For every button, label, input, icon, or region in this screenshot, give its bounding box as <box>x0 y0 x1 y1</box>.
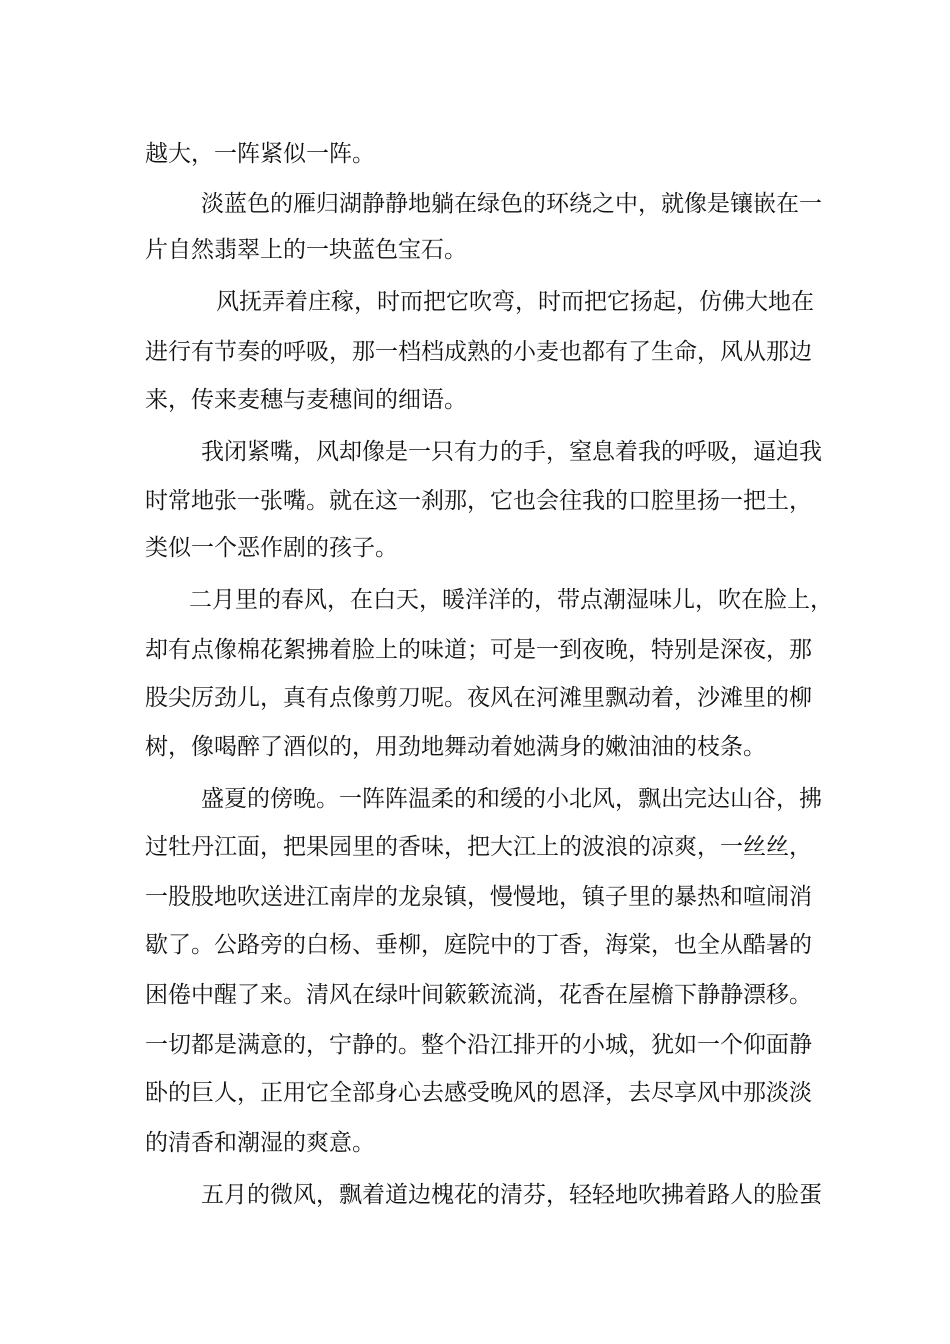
text-line: 我闭紧嘴，风却像是一只有力的手，窒息着我的呼吸，逼迫我 <box>201 439 822 465</box>
text-line: 过牡丹江面，把果园里的香味，把大江上的波浪的凉爽，一丝丝， <box>145 834 812 860</box>
text-line: 风抚弄着庄稼，时而把它吹弯，时而把它扬起，仿佛大地在 <box>216 289 814 315</box>
text-line: 越大，一阵紧似一阵。 <box>145 141 375 167</box>
text-line: 淡蓝色的雁归湖静静地躺在绿色的环绕之中，就像是镶嵌在一 <box>201 191 822 217</box>
text-line: 却有点像棉花絮拂着脸上的味道；可是一到夜晚，特别是深夜，那 <box>145 637 812 663</box>
text-line: 困倦中醒了来。清风在绿叶间簌簌流淌，花香在屋檐下静静漂移。 <box>145 982 812 1008</box>
text-line: 一切都是满意的，宁静的。整个沿江排开的小城，犹如一个仰面静 <box>145 1032 812 1058</box>
text-line: 来，传来麦穗与麦穗间的细语。 <box>145 387 467 413</box>
text-line: 二月里的春风，在白天，暖洋洋的，带点潮湿味儿，吹在脸上， <box>189 587 833 613</box>
text-line: 股尖厉劲儿，真有点像剪刀呢。夜风在河滩里飘动着，沙滩里的柳 <box>145 685 812 711</box>
text-line: 五月的微风，飘着道边槐花的清芬，轻轻地吹拂着路人的脸蛋 <box>201 1182 822 1208</box>
text-line: 歇了。公路旁的白杨、垂柳，庭院中的丁香，海棠，也全从酷暑的 <box>145 932 812 958</box>
text-line: 的清香和潮湿的爽意。 <box>145 1130 375 1156</box>
text-line: 树，像喝醉了酒似的，用劲地舞动着她满身的嫩油油的枝条。 <box>145 734 766 760</box>
text-line: 卧的巨人，正用它全部身心去感受晚风的恩泽，去尽享风中那淡淡 <box>145 1080 812 1106</box>
text-line: 片自然翡翠上的一块蓝色宝石。 <box>145 237 467 263</box>
text-line: 进行有节奏的呼吸，那一档档成熟的小麦也都有了生命，风从那边 <box>145 339 812 365</box>
text-line: 时常地张一张嘴。就在这一刹那，它也会往我的口腔里扬一把土， <box>145 488 812 514</box>
text-line: 一股股地吹送进江南岸的龙泉镇，慢慢地，镇子里的暴热和喧闹消 <box>145 884 812 910</box>
text-line: 类似一个恶作剧的孩子。 <box>145 535 398 561</box>
text-line: 盛夏的傍晚。一阵阵温柔的和缓的小北风，飘出完达山谷，拂 <box>201 786 822 812</box>
